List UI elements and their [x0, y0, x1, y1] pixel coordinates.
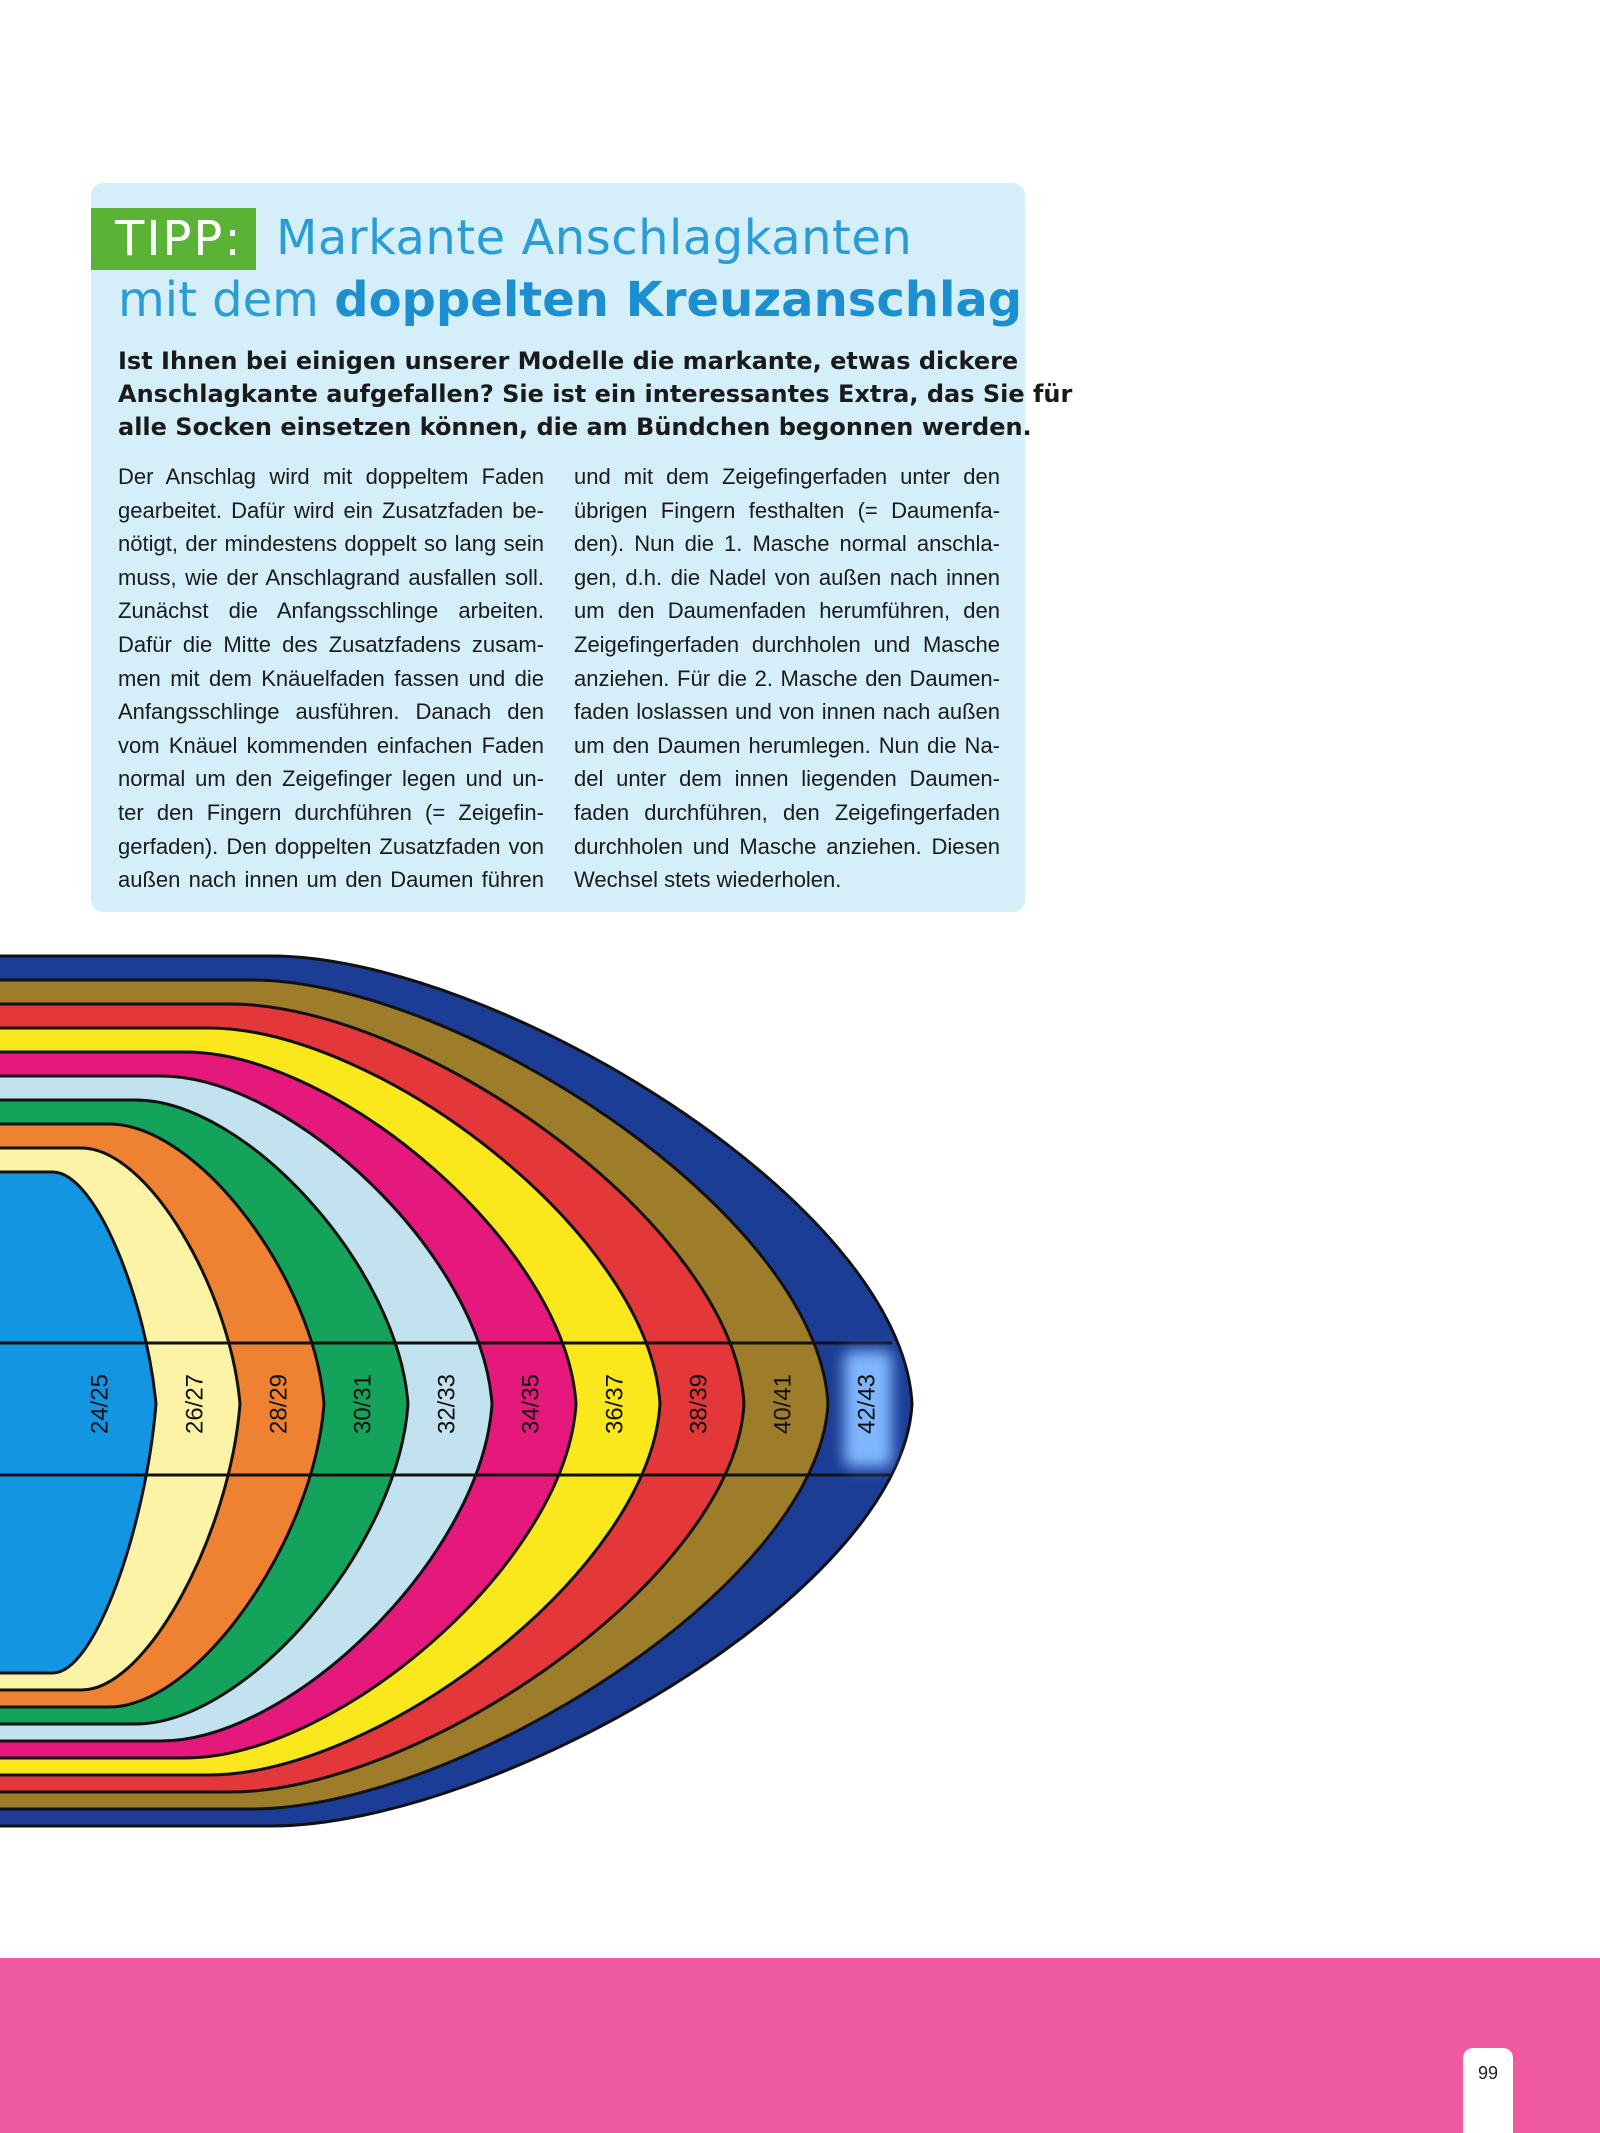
- body-line: Dafür die Mitte des Zusatzfadens zusam-: [118, 631, 544, 657]
- intro-line: Anschlagkante aufgefallen? Sie ist ein interessantes Extra, das Sie für: [118, 380, 1073, 408]
- body-line: vom Knäuel kommenden einfachen Faden: [118, 732, 544, 758]
- tip-left-column: [118, 460, 544, 897]
- intro-line: alle Socken einsetzen können, die am Bündchen begonnen werden.: [118, 413, 1032, 441]
- size-label-26-27: 26/27: [181, 1373, 209, 1435]
- heading-bold: doppelten Kreuzanschlag: [334, 272, 1023, 328]
- body-line: nötigt, der mindestens doppelt so lang sein: [118, 531, 544, 557]
- size-label-34-35: 34/35: [517, 1373, 545, 1435]
- size-label-38-39: 38/39: [685, 1373, 713, 1435]
- tip-right-column: [574, 460, 1000, 897]
- size-label-30-31: 30/31: [349, 1373, 377, 1435]
- body-line: men mit dem Knäuelfaden fassen und die: [118, 665, 544, 691]
- body-line: ter den Fingern durchführen (= Zeigefin-: [118, 799, 544, 825]
- size-label-32-33: 32/33: [433, 1373, 461, 1435]
- body-line: faden durchführen, den Zeigefingerfaden: [574, 799, 1000, 825]
- size-label-24-25: 24/25: [86, 1373, 114, 1435]
- body-line: außen nach innen um den Daumen führen: [118, 867, 544, 893]
- size-label-28-29: 28/29: [265, 1373, 293, 1435]
- body-line: Der Anschlag wird mit doppeltem Faden: [118, 464, 544, 489]
- size-label-40-41: 40/41: [769, 1373, 797, 1435]
- body-line: muss, wie der Anschlagrand ausfallen soll.: [118, 564, 544, 590]
- sock-size-template: [0, 940, 1000, 1840]
- body-line: del unter dem innen liegenden Daumen-: [574, 766, 1000, 792]
- body-line: anziehen. Für die 2. Masche den Daumen-: [574, 665, 1000, 691]
- body-line: normal um den Zeigefinger legen und un-: [118, 766, 544, 792]
- size-label-36-37: 36/37: [601, 1373, 629, 1435]
- body-line: um den Daumen herumlegen. Nun die Na-: [574, 732, 1000, 758]
- body-line: gearbeitet. Dafür wird ein Zusatzfaden be-: [118, 497, 544, 523]
- body-line: Wechsel stets wiederholen.: [574, 867, 842, 893]
- body-line: Zunächst die Anfangsschlinge arbeiten.: [118, 598, 544, 624]
- body-line: um den Daumenfaden herumführen, den: [574, 598, 1000, 624]
- footer-band: [0, 1958, 1600, 2133]
- tip-heading-line2: [118, 268, 1022, 332]
- intro-line: Ist Ihnen bei einigen unserer Modelle die markante, etwas dickere: [118, 347, 1019, 375]
- tip-badge: TIPP:: [91, 208, 256, 270]
- body-line: Zeigefingerfaden durchholen und Masche: [574, 631, 1000, 657]
- body-line: gen, d.h. die Nadel von außen nach innen: [574, 564, 1000, 590]
- body-line: und mit dem Zeigefingerfaden unter den: [574, 464, 1000, 489]
- body-line: durchholen und Masche anziehen. Diesen: [574, 833, 1000, 859]
- size-label-42-43: 42/43: [853, 1373, 881, 1435]
- body-line: gerfaden). Den doppelten Zusatzfaden von: [118, 833, 544, 859]
- body-line: den). Nun die 1. Masche normal anschla-: [574, 531, 1000, 557]
- tip-heading-line1: Markante Anschlagkanten: [276, 210, 913, 266]
- body-line: Anfangsschlinge ausführen. Danach den: [118, 699, 544, 725]
- heading-prefix: mit dem: [118, 272, 319, 328]
- tip-intro: [118, 345, 1073, 444]
- body-line: übrigen Fingern festhalten (= Daumenfa-: [574, 497, 1000, 523]
- body-line: faden loslassen und von innen nach außen: [574, 699, 1000, 725]
- page-number: 99: [1463, 2048, 1513, 2133]
